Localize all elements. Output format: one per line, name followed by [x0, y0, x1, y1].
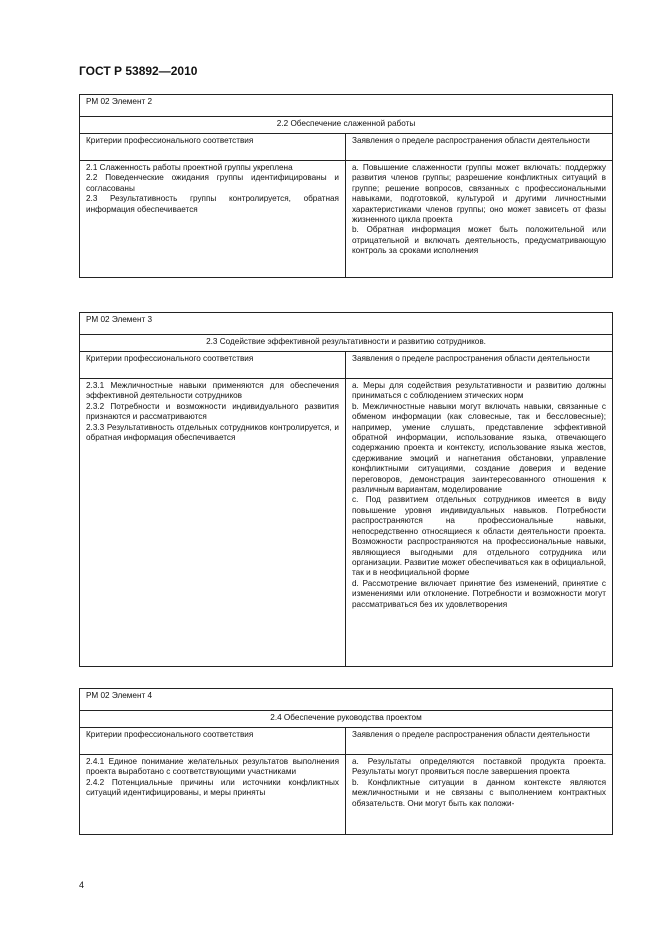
document-header: ГОСТ Р 53892—2010: [79, 64, 198, 78]
criteria-cell: [80, 755, 346, 835]
range-item: a. Результаты определяются поставкой продукта проекта. Результаты могут проявиться после завершения проекта: [352, 757, 607, 777]
element-id: РМ 02 Элемент 3: [80, 313, 613, 335]
criteria-header: Критерии профессионального соответствия: [80, 134, 346, 161]
range-item: c. Под развитием отдельных сотрудников имеется в виду повышение уровня индивидуальных навыков. Потребности распространяются на профессиональные навыки, непосредственно относящиеся к области деятельности проекта. Возможности распространяются на профессиональные навыки, являющиеся выгодными для отдельного сотрудника или организации. Развитие может обеспечиваться как в официальной, так и в неофициальной форме: [352, 495, 607, 578]
section-title: 2.3 Содействие эффективной результативности и развитию сотрудников.: [80, 335, 613, 352]
element-id: РМ 02 Элемент 4: [80, 689, 613, 711]
section-title: 2.4 Обеспечение руководства проектом: [80, 711, 613, 728]
criteria-item: 2.3.1 Межличностные навыки применяются для обеспечения эффективной деятельности сотрудников: [86, 381, 339, 401]
range-cell: [346, 161, 613, 278]
section-title: 2.2 Обеспечение слаженной работы: [80, 117, 613, 134]
element-table-2: [79, 94, 613, 278]
criteria-cell: [80, 161, 346, 278]
range-header: Заявления о пределе распространения области деятельности: [346, 728, 613, 755]
criteria-item: 2.3.3 Результативность отдельных сотрудников контролируется, и обратная информация обеспечивается: [86, 422, 339, 443]
criteria-cell: [80, 379, 346, 667]
range-item: b. Межличностные навыки могут включать навыки, связанные с обменом информации (как словесные, так и бессловесные); например, умение слушать, представление эффективной обратной информации, использование языка, отвечающего содержанию проекта и контексту, использование языка жестов, сдерживание эмоций и нагнетания обстановки, управление конфликтными ситуациями, создание доверия и ведение переговоров, демонстрация заинтересованного отношения к различным вариантам, моделирование: [352, 401, 607, 495]
element-table-4: [79, 688, 613, 835]
range-item: d. Рассмотрение включает принятие без изменений, принятие с изменениями или отклонение. Потребности и возможности могут рассматриваться без их удовлетворения: [352, 578, 607, 609]
range-item: a. Меры для содействия результативности и развитию должны приниматься с соблюдением этических норм: [352, 381, 607, 401]
range-cell: [346, 755, 613, 835]
range-header: Заявления о пределе распространения области деятельности: [346, 134, 613, 161]
criteria-header: Критерии профессионального соответствия: [80, 728, 346, 755]
criteria-item: 2.2 Поведенческие ожидания группы идентифицированы и согласованы: [86, 173, 339, 193]
range-item: b. Обратная информация может быть положительной или отрицательной и включать деятельность, предусматривающую контроль за сроками исполнения: [352, 225, 607, 256]
criteria-item: 2.4.1 Единое понимание желательных результатов выполнения проекта выработано с соответствующими участниками: [86, 757, 339, 777]
criteria-header: Критерии профессионального соответствия: [80, 352, 346, 379]
range-header: Заявления о пределе распространения области деятельности: [346, 352, 613, 379]
criteria-item: 2.1 Слаженность работы проектной группы укреплена: [86, 163, 293, 172]
element-id: РМ 02 Элемент 2: [80, 95, 613, 117]
criteria-item: 2.3 Результативность группы контролируется, обратная информация обеспечивается: [86, 194, 339, 214]
criteria-item: 2.3.2 Потребности и возможности индивидуального развития признаются и рассматриваются: [86, 401, 339, 422]
range-item: b. Конфликтные ситуации в данном контексте являются межличностными и не связаны с выполнением контрактных обязательств. Они могут быть как положи-: [352, 777, 607, 808]
page-number: 4: [79, 880, 85, 890]
range-cell: [346, 379, 613, 667]
range-item: a. Повышение слаженности группы может включать: поддержку развития членов группы; разрешение конфликтных ситуаций в группе; решение вопросов, связанных с профессиональными навыками, подготовкой, культурой и другими личностными характеристиками членов группы; оно может зависеть от фазы жизненного цикла проекта: [352, 163, 607, 225]
criteria-item: 2.4.2 Потенциальные причины или источники конфликтных ситуаций идентифицированы, и меры приняты: [86, 777, 339, 798]
element-table-3: [79, 312, 613, 667]
